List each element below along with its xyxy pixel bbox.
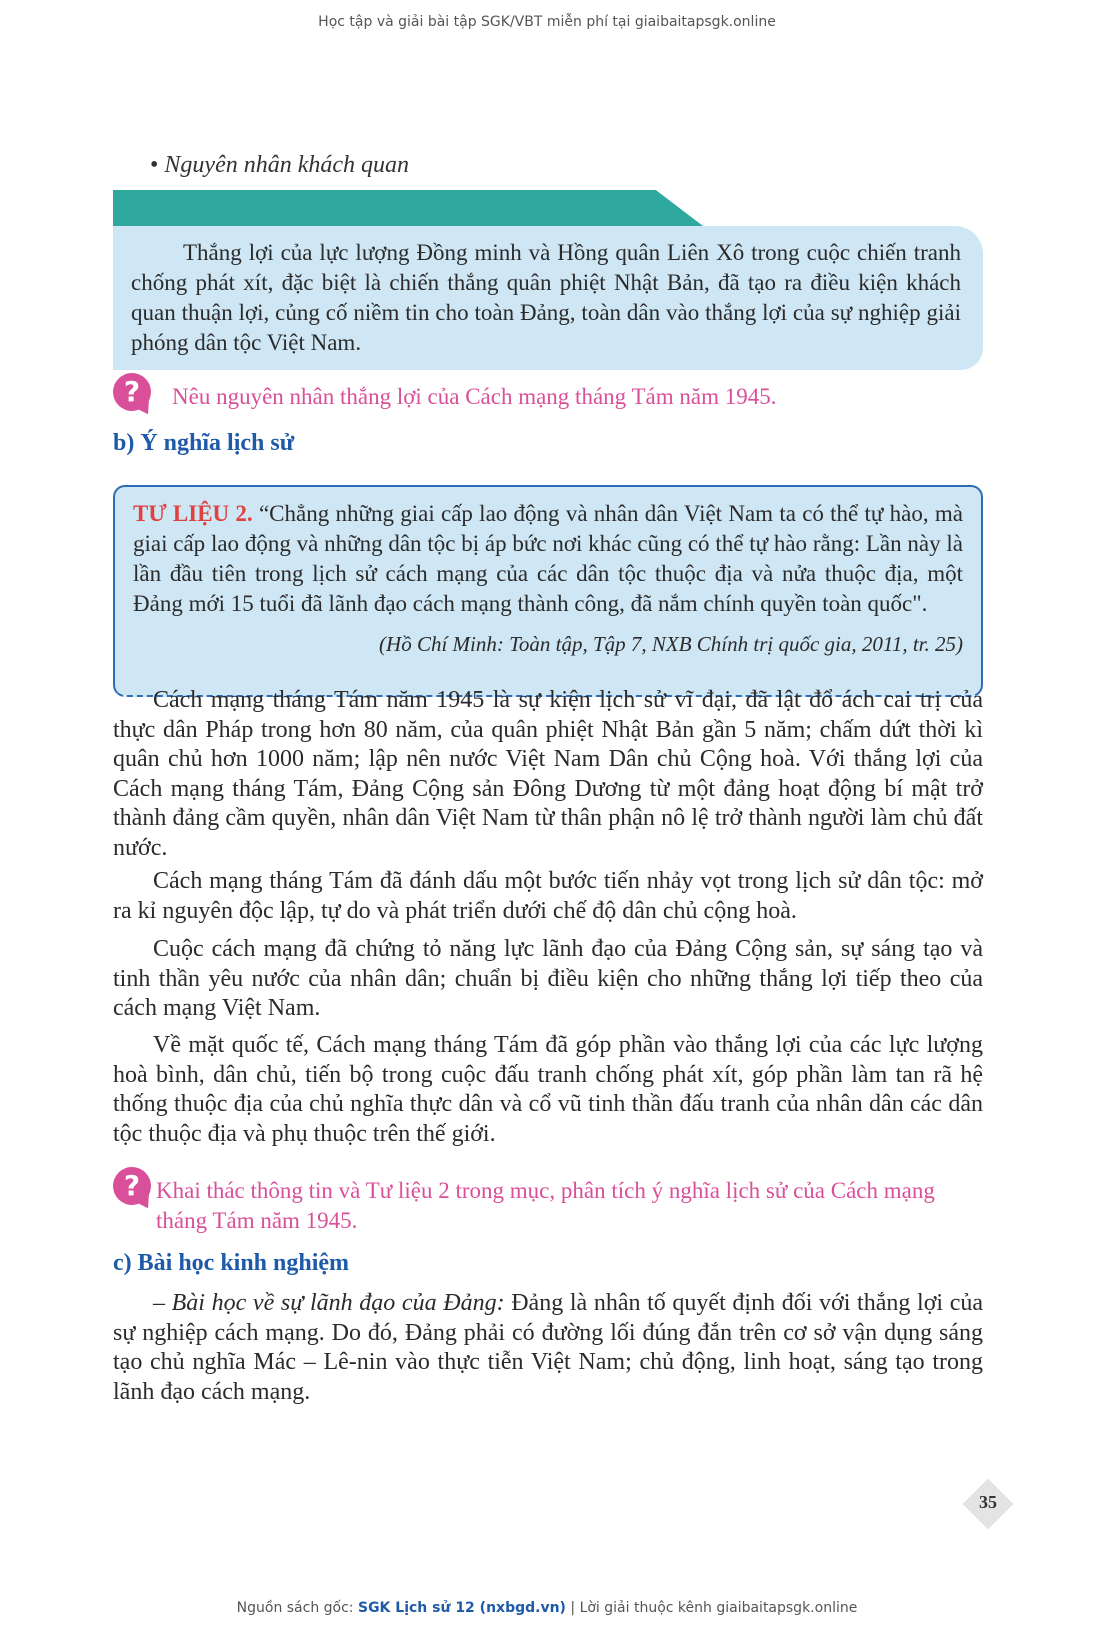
question-2: Khai thác thông tin và Tư liệu 2 trong mục, phân tích ý nghĩa lịch sử của Cách mạng tháng Tám năm 1945.	[156, 1178, 935, 1233]
source-box	[113, 485, 983, 697]
lesson-lead: – Bài học về sự lãnh đạo của Đảng:	[153, 1290, 505, 1316]
info-box-text: Thắng lợi của lực lượng Đồng minh và Hồng quân Liên Xô trong cuộc chiến tranh chống phát xít, đặc biệt là chiến thắng quân phiệt Nhật Bản, đã tạo ra điều kiện khách quan thuận lợi, củng cố niềm tin cho toàn Đảng, toàn dân vào thắng lợi của sự nghiệp giải phóng dân tộc Việt Nam.	[131, 240, 961, 355]
subhead-b: b) Ý nghĩa lịch sử	[113, 430, 295, 456]
footer-source-link[interactable]: SGK Lịch sử 12 (nxbgd.vn)	[357, 1600, 566, 1616]
info-box	[113, 226, 983, 370]
page-header-note: Học tập và giải bài tập SGK/VBT miễn phí tại giaibaitapsgk.online	[318, 14, 776, 30]
body-paragraph-4: Về mặt quốc tế, Cách mạng tháng Tám đã góp phần vào thắng lợi của các lực lượng hoà bình, dân chủ, tiến bộ trong cuộc đấu tranh chống phát xít, góp phần làm tan rã hệ thống thuộc địa của chủ nghĩa thực dân và cổ vũ tinh thần đấu tranh của nhân dân các dân tộc thuộc địa và phụ thuộc trên thế giới.	[113, 1032, 983, 1147]
source-citation: (Hồ Chí Minh: Toàn tập, Tập 7, NXB Chính trị quốc gia, 2011, tr. 25)	[379, 632, 963, 656]
source-tag: TƯ LIỆU 2.	[133, 501, 253, 526]
footer-suffix: | Lời giải thuộc kênh giaibaitapsgk.online	[565, 1600, 858, 1616]
body-paragraph-3: Cuộc cách mạng đã chứng tỏ năng lực lãnh đạo của Đảng Cộng sản, sự sáng tạo và tinh thần yêu nước của nhân dân; chuẩn bị điều kiện cho những thắng lợi tiếp theo của cách mạng Việt Nam.	[113, 936, 983, 1021]
lesson-text: Đảng là nhân tố quyết định đối với thắng lợi của sự nghiệp cách mạng. Do đó, Đảng phải có đường lối đúng đắn trên cơ sở vận dụng sáng tạo chủ nghĩa Mác – Lê-nin vào thực tiễn Việt Nam; chủ động, linh hoạt, sáng tạo trong lãnh đạo cách mạng.	[113, 1290, 984, 1405]
question-1: Nêu nguyên nhân thắng lợi của Cách mạng tháng Tám năm 1945.	[172, 384, 777, 409]
source-quote-paragraph	[133, 499, 963, 619]
source-quote: “Chẳng những giai cấp lao động và nhân dân Việt Nam ta có thể tự hào, mà giai cấp lao động và những dân tộc bị áp bức nơi khác cũng có thể tự hào rằng: Lần này là lần đầu tiên trong lịch sử cách mạng của các dân tộc thuộc địa và nửa thuộc địa, một Đảng mới 15 tuổi đã lãnh đạo cách mạng thành công, đã nắm chính quyền toàn quốc".	[133, 501, 963, 616]
section-heading	[150, 152, 409, 179]
question-icon: ?	[113, 373, 151, 411]
teal-band-decoration	[113, 190, 703, 226]
page-number: 35	[979, 1492, 997, 1512]
section-heading-text: Nguyên nhân khách quan	[164, 152, 410, 178]
body-paragraph-2: Cách mạng tháng Tám đã đánh dấu một bước tiến nhảy vọt trong lịch sử dân tộc: mở ra kỉ nguyên độc lập, tự do và phát triển dưới chế độ dân chủ cộng hoà.	[113, 868, 983, 924]
lesson-paragraph	[113, 1289, 983, 1407]
subhead-c: c) Bài học kinh nghiệm	[113, 1250, 350, 1276]
page-footer-note	[0, 1600, 1094, 1616]
body-paragraph-1: Cách mạng tháng Tám năm 1945 là sự kiện lịch sử vĩ đại, đã lật đổ ách cai trị của thực dân Pháp trong hơn 80 năm, của quân phiệt Nhật Bản gần 5 năm; chấm dứt thời kì quân chủ hơn 1000 năm; lập nên nước Việt Nam Dân chủ Cộng hoà. Với thắng lợi của Cách mạng tháng Tám, Đảng Cộng sản Đông Dương từ một đảng hoạt động bí mật trở thành đảng cầm quyền, nhân dân Việt Nam từ thân phận nô lệ trở thành người làm chủ đất nước.	[113, 687, 983, 861]
footer-prefix: Nguồn sách gốc:	[236, 1600, 358, 1616]
question-icon: ?	[113, 1167, 151, 1205]
bullet-icon: •	[150, 152, 159, 178]
